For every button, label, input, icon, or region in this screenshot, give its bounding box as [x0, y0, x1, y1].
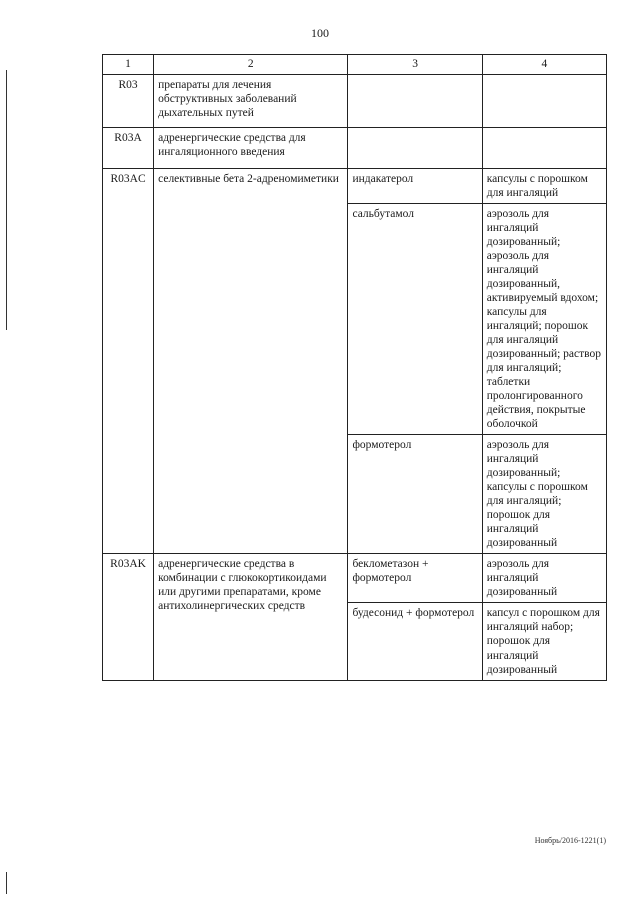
drug-name: индакатерол: [348, 169, 482, 204]
atc-code: R03: [103, 75, 154, 128]
table-row: [103, 128, 607, 169]
atc-code: R03A: [103, 128, 154, 169]
empty-cell: [482, 75, 606, 128]
atc-code: R03AK: [103, 554, 154, 680]
group-name: адренергические средства в комбинации с глюкокортикоидами или другими препаратами, кроме антихолинергических средств: [154, 554, 348, 680]
table-row: [103, 169, 607, 204]
table-header-row: [103, 55, 607, 75]
table-row: [103, 75, 607, 128]
dosage-form: капсул с порошком для ингаляций набор; порошок для ингаляций дозированный: [482, 603, 606, 680]
left-margin-mark: [6, 872, 7, 894]
group-name: селективные бета 2-адреномиметики: [154, 169, 348, 554]
document-footer-code: Ноябрь/2016-1221(1): [534, 836, 606, 845]
column-header: 1: [103, 55, 154, 75]
group-name: адренергические средства для ингаляционного введения: [154, 128, 348, 169]
drug-name: формотерол: [348, 435, 482, 554]
atc-code: R03AC: [103, 169, 154, 554]
drug-name: будесонид + формотерол: [348, 603, 482, 680]
drug-name: сальбутамол: [348, 204, 482, 435]
empty-cell: [348, 75, 482, 128]
column-header: 3: [348, 55, 482, 75]
dosage-form: аэрозоль для ингаляций дозированный; аэрозоль для ингаляций дозированный, активируемый вдохом; капсулы для ингаляций; порошок для ингаляций дозированный; раствор для ингаляций; таблетки пролонгированного действия, покрытые оболочкой: [482, 204, 606, 435]
group-name: препараты для лечения обструктивных заболеваний дыхательных путей: [154, 75, 348, 128]
empty-cell: [482, 128, 606, 169]
empty-cell: [348, 128, 482, 169]
page-number: 100: [311, 26, 329, 40]
drug-table: [102, 54, 607, 681]
dosage-form: аэрозоль для ингаляций дозированный; капсулы с порошком для ингаляций; порошок для ингаляций дозированный: [482, 435, 606, 554]
dosage-form: капсулы с порошком для ингаляций: [482, 169, 606, 204]
table-row: [103, 554, 607, 603]
drug-name: беклометазон + формотерол: [348, 554, 482, 603]
column-header: 2: [154, 55, 348, 75]
dosage-form: аэрозоль для ингаляций дозированный: [482, 554, 606, 603]
column-header: 4: [482, 55, 606, 75]
left-margin-mark: [6, 70, 7, 330]
